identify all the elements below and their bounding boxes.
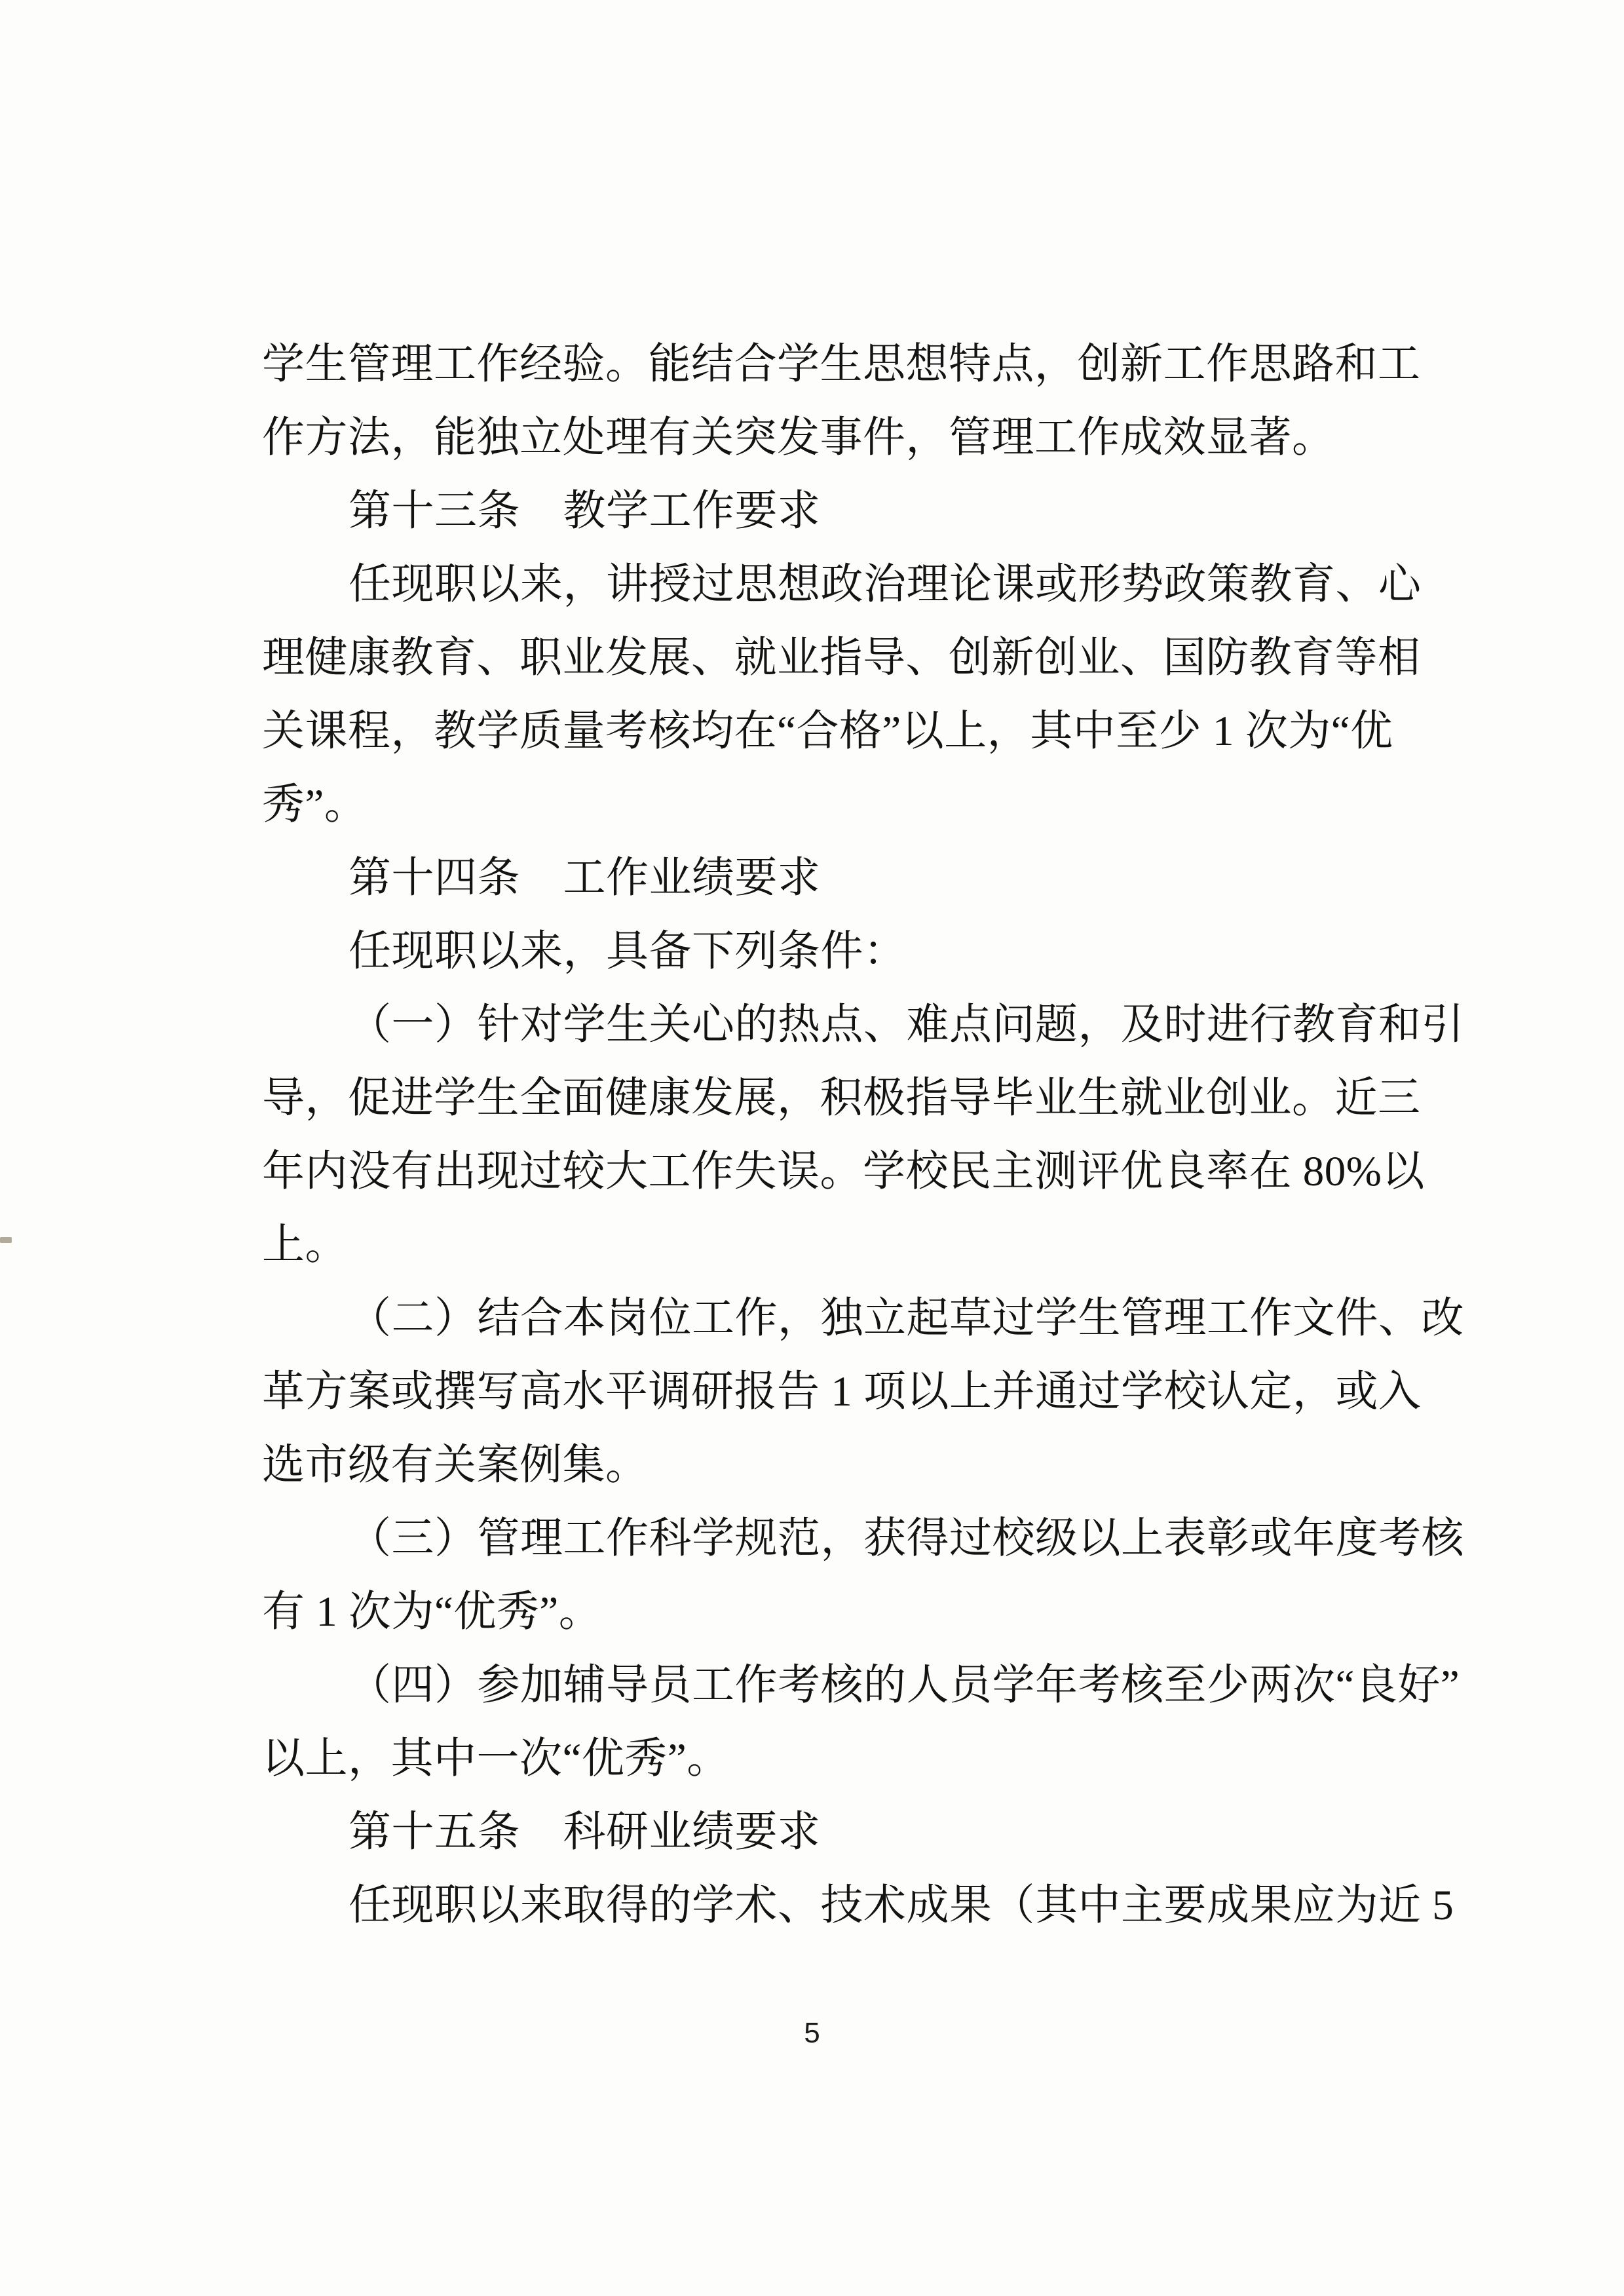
body-line: 任现职以来，具备下列条件： — [349, 928, 907, 975]
scan-artifact-mark — [0, 1237, 12, 1243]
body-line: 革方案或撰写高水平调研报告 1 项以上并通过学校认定，或入 — [262, 1368, 1422, 1415]
article-15-heading: 第十五条 科研业绩要求 — [349, 1808, 821, 1856]
body-line: 任现职以来，讲授过思想政治理论课或形势政策教育、心 — [349, 561, 1422, 608]
body-line: 学生管理工作经验。能结合学生思想特点，创新工作思路和工 — [262, 341, 1421, 388]
body-line: 有 1 次为“优秀”。 — [262, 1588, 602, 1636]
body-line: 上。 — [262, 1221, 349, 1269]
page-number: 5 — [804, 2017, 820, 2049]
body-line: 秀”。 — [262, 781, 368, 828]
clause-4-line: （四）参加辅导员工作考核的人员学年考核至少两次“良好” — [349, 1662, 1460, 1709]
document-body — [262, 328, 1465, 1942]
body-line: 关课程，教学质量考核均在“合格”以上，其中至少 1 次为“优 — [262, 708, 1393, 755]
body-line: 作方法，能独立处理有关突发事件，管理工作成效显著。 — [262, 414, 1335, 461]
body-line: 任现职以来取得的学术、技术成果（其中主要成果应为近 5 — [349, 1882, 1454, 1929]
article-13-heading: 第十三条 教学工作要求 — [349, 488, 821, 535]
clause-2-line: （二）结合本岗位工作，独立起草过学生管理工作文件、改 — [349, 1295, 1465, 1342]
clause-3-line: （三）管理工作科学规范，获得过校级以上表彰或年度考核 — [349, 1515, 1465, 1562]
body-line: 选市级有关案例集。 — [262, 1442, 649, 1489]
body-line: 理健康教育、职业发展、就业指导、创新创业、国防教育等相 — [262, 634, 1421, 681]
body-line: 以上，其中一次“优秀”。 — [262, 1735, 730, 1782]
article-14-heading: 第十四条 工作业绩要求 — [349, 854, 821, 902]
body-line: 导，促进学生全面健康发展，积极指导毕业生就业创业。近三 — [262, 1075, 1421, 1122]
body-line: 年内没有出现过较大工作失误。学校民主测评优良率在 80%以 — [262, 1148, 1425, 1195]
clause-1-line: （一）针对学生关心的热点、难点问题，及时进行教育和引 — [349, 1001, 1465, 1048]
